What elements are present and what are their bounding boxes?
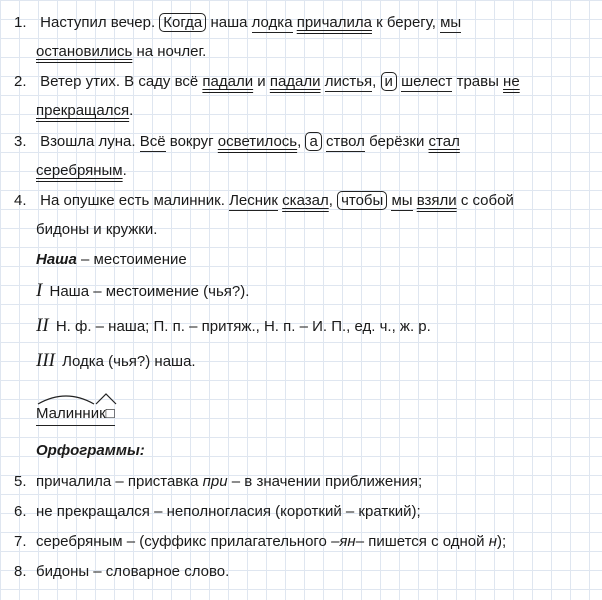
text: к берегу, (371, 14, 441, 31)
text: и (253, 73, 270, 90)
item-number: 3. (14, 133, 27, 150)
item-number: 1. (14, 14, 27, 31)
sentence-1-line-1 (14, 13, 461, 33)
rule-6 (14, 502, 421, 522)
text: бидоны и кружки. (36, 221, 158, 238)
morpheme-word: Малинник (36, 405, 106, 422)
text: – в значении приближения; (231, 473, 423, 490)
text: – пишется с одной (355, 533, 489, 550)
item-number: 4. (14, 192, 27, 209)
analysis-step-1 (36, 281, 249, 302)
text: Наступил вечер. (40, 14, 160, 31)
subject: мы (391, 192, 413, 209)
sentence-1-line-2 (36, 42, 206, 62)
text: серебряным – (суффикс прилагательного (36, 533, 332, 550)
roman-numeral: II (36, 315, 49, 336)
conjunction-boxed: и (381, 72, 397, 91)
letter-italic: н (488, 533, 497, 550)
text: , (297, 133, 306, 150)
text: Взошла луна. (40, 133, 140, 150)
text: На опушке есть малинник. (40, 192, 230, 209)
subject: Лесник (229, 192, 278, 209)
predicate: сказал (282, 192, 329, 209)
text: , (328, 192, 338, 209)
subject: мы (440, 14, 462, 31)
predicate: осветилось (217, 133, 298, 150)
text: , (372, 73, 381, 90)
roman-numeral: III (36, 350, 55, 371)
text: с собой (456, 192, 514, 209)
item-number: 5. (14, 473, 27, 490)
sentence-2-line-2 (36, 101, 133, 121)
root-arc-mark (38, 396, 94, 404)
sentence-4-line-2 (36, 220, 157, 240)
orthograms-title (36, 441, 145, 461)
text: на ночлег. (132, 43, 207, 60)
analysis-step-2 (36, 316, 431, 337)
prefix-italic: при (202, 473, 228, 490)
text: вокруг (165, 133, 218, 150)
text: Н. ф. – наша; П. п. – притяж., Н. п. – И. П., ед. ч., ж. р. (51, 318, 431, 335)
rule-7 (14, 532, 506, 552)
conjunction-boxed: а (305, 132, 321, 151)
text: Наша – местоимение (чья?). (45, 283, 250, 300)
sentence-3-line-1 (14, 132, 460, 152)
text: бидоны – словарное слово. (36, 563, 230, 580)
analysed-word: Наша (36, 251, 77, 268)
text: причалила – приставка (36, 473, 203, 490)
text: наша (206, 14, 252, 31)
subject: лодка (251, 14, 293, 31)
rule-8 (14, 562, 229, 582)
orthograms-heading: Орфограммы: (36, 442, 145, 459)
morpheme-word-line (36, 404, 115, 426)
text: не прекращался – неполногласия (короткий – краткий); (36, 503, 421, 520)
item-number: 6. (14, 503, 27, 520)
predicate: остановились (36, 43, 133, 60)
predicate: не (503, 73, 520, 90)
analysis-heading (36, 250, 187, 270)
subject: листья (324, 73, 373, 90)
suffix-mark (96, 394, 116, 404)
item-number: 8. (14, 563, 27, 580)
sentence-4-line-1 (14, 191, 514, 211)
predicate: взяли (416, 192, 457, 209)
sentence-2-line-1 (14, 72, 520, 92)
predicate: падали (202, 73, 254, 90)
suffix-italic: –ян (331, 533, 356, 550)
rule-5 (14, 472, 422, 492)
subject: Всё (139, 133, 166, 150)
text: ); (496, 533, 507, 550)
predicate: стал (428, 133, 460, 150)
text: Лодка (чья?) наша. (57, 353, 196, 370)
item-number: 2. (14, 73, 27, 90)
predicate: прекращался (36, 102, 130, 119)
text: – местоимение (76, 251, 187, 268)
text: . (122, 162, 127, 179)
predicate: падали (269, 73, 321, 90)
subject: ствол (325, 133, 365, 150)
item-number: 7. (14, 533, 27, 550)
conjunction-boxed: чтобы (337, 191, 387, 210)
sentence-3-line-2 (36, 161, 127, 181)
predicate: причалила (296, 14, 372, 31)
ending-box: □ (105, 405, 115, 422)
predicate: серебряным (36, 162, 123, 179)
text: . (129, 102, 134, 119)
conjunction-boxed: Когда (159, 13, 206, 32)
subject: шелест (401, 73, 453, 90)
roman-numeral: I (36, 280, 43, 301)
text: травы (452, 73, 504, 90)
analysis-step-3 (36, 351, 196, 372)
text: берёзки (364, 133, 429, 150)
text: Ветер утих. В саду всё (40, 73, 203, 90)
